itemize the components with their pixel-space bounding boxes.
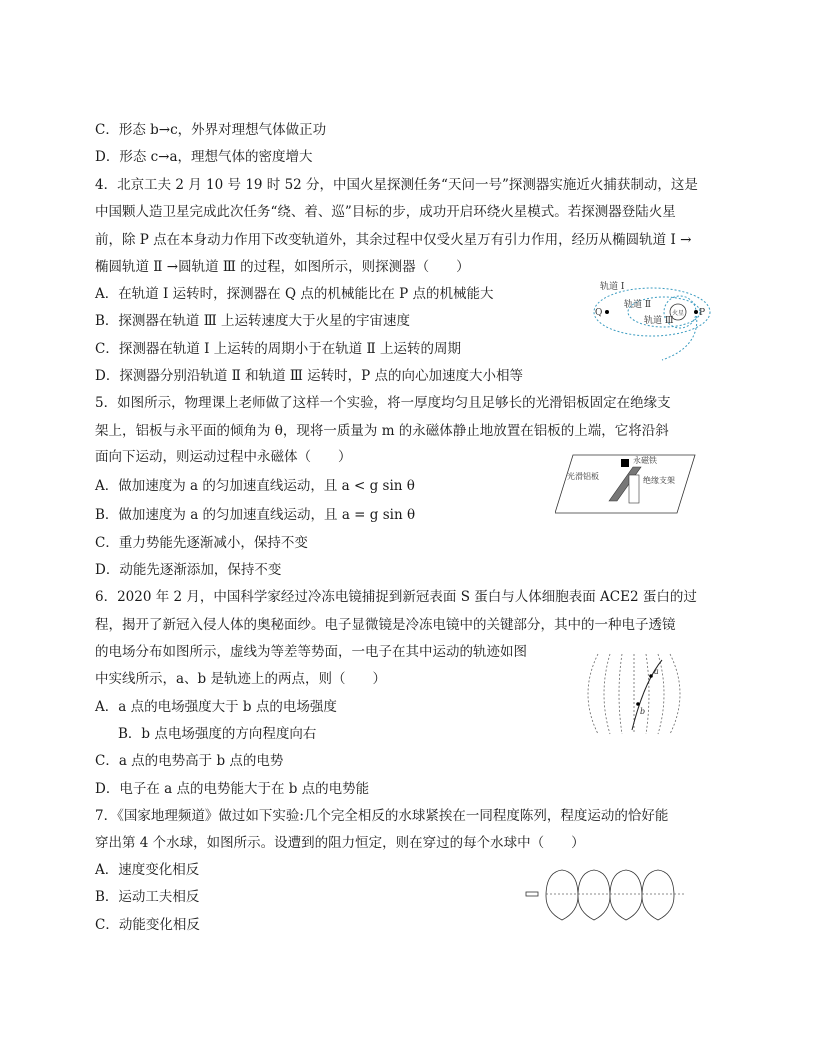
text-line-5: 前，除 P 点在本身动力作用下改变轨道外，其余过程中仅受火星万有引力作用，经历从椭圆轨道 Ⅰ → (95, 232, 692, 248)
field-figure (578, 652, 684, 736)
orbit-label-1: 轨道 Ⅰ (600, 282, 625, 292)
text-line-16: C．重力势能先逐渐减小，保持不变 (95, 535, 308, 551)
incline-figure (555, 453, 697, 515)
text-line-2: D．形态 c→a，理想气体的密度增大 (95, 149, 313, 165)
text-line-8: B．探测器在轨道 Ⅲ 上运转速度大于火星的宇宙速度 (95, 313, 411, 329)
stand-label: 绝缘支架 (643, 476, 675, 485)
point-q: Q (595, 308, 603, 318)
text-line-15: B．做加速度为 a 的匀加速直线运动，且 a = g sin θ (95, 507, 416, 523)
text-line-30: C．动能变化相反 (95, 917, 200, 933)
text-line-17: D．动能先逐渐添加，保持不变 (95, 562, 282, 578)
text-line-3: 4．北京工夫 2 月 10 号 19 时 52 分，中国火星探测任务“天问一号”探测器实施近火捕获制动，这是 (95, 177, 698, 193)
text-line-14: A．做加速度为 a 的匀加速直线运动，且 a < g sin θ (95, 478, 415, 494)
magnet-label: 永磁铁 (633, 456, 657, 465)
point-p: P (699, 308, 706, 318)
orbit-label-3: 轨道 Ⅲ (644, 316, 674, 326)
text-line-24: C．a 点的电势高于 b 点的电势 (95, 753, 284, 769)
text-line-28: A．速度变化相反 (95, 862, 200, 878)
text-line-9: C．探测器在轨道 Ⅰ 上运转的周期小于在轨道 Ⅱ 上运转的周期 (95, 341, 462, 357)
orbit-label-2: 轨道 Ⅱ (624, 300, 651, 310)
text-line-13: 面向下运动，则运动过程中永磁体（ ） (95, 449, 352, 465)
text-line-23: B．b 点电场强度的方向程度向右 (118, 726, 317, 742)
text-line-25: D．电子在 a 点的电势能大于在 b 点的电势能 (95, 781, 370, 797)
plate-label: 光滑铝板 (567, 472, 599, 481)
text-line-20: 的电场分布如图所示，虚线为等差等势面，一电子在其中运动的轨迹如图 (95, 644, 527, 660)
point-b: b (640, 707, 646, 716)
point-a: a (654, 667, 659, 676)
water-balls-figure (524, 866, 696, 922)
text-line-26: 7．《国家地理频道》做过如下实验:几个完全相反的水球紧挨在一同程度陈列，程度运动的恰好能 (95, 808, 669, 824)
planet-label: 火星 (672, 310, 685, 317)
text-line-22: A．a 点的电场强度大于 b 点的电场强度 (95, 699, 337, 715)
text-line-10: D．探测器分别沿轨道 Ⅱ 和轨道 Ⅲ 运转时，P 点的向心加速度大小相等 (95, 368, 524, 384)
text-line-6: 椭圆轨道 Ⅱ →圆轨道 Ⅲ 的过程，如图所示，则探测器（ ） (95, 259, 470, 275)
text-line-19: 程，揭开了新冠入侵人体的奥秘面纱。电子显微镜是冷冻电镜中的关键部分，其中的一种电子透镜 (95, 617, 676, 633)
text-line-1: C．形态 b→c，外界对理想气体做正功 (95, 122, 327, 138)
text-line-18: 6．2020 年 2 月，中国科学家经过冷冻电镜捕捉到新冠表面 S 蛋白与人体细胞表面 ACE2 蛋白的过 (95, 589, 697, 605)
text-line-7: A．在轨道 Ⅰ 运转时，探测器在 Q 点的机械能比在 P 点的机械能大 (95, 286, 494, 302)
text-line-27: 穿出第 4 个水球，如图所示。设遭到的阻力恒定，则在穿过的每个水球中（ ） (95, 835, 585, 851)
text-line-29: B．运动工夫相反 (95, 889, 200, 905)
text-line-4: 中国颗人造卫星完成此次任务“绕、着、巡”目标的步，成功开启环绕火星模式。若探测器登陆火星 (95, 204, 676, 220)
text-line-11: 5．如图所示，物理课上老师做了这样一个实验，将一厚度均匀且足够长的光滑铝板固定在绝缘支 (95, 395, 671, 411)
text-line-21: 中实线所示，a、b 是轨迹上的两点，则（ ） (95, 671, 386, 687)
text-line-12: 架上，铝板与永平面的倾角为 θ，现将一质量为 m 的永磁体静止地放置在铝板的上端，它将沿斜 (95, 423, 669, 439)
orbit-figure (592, 276, 722, 368)
